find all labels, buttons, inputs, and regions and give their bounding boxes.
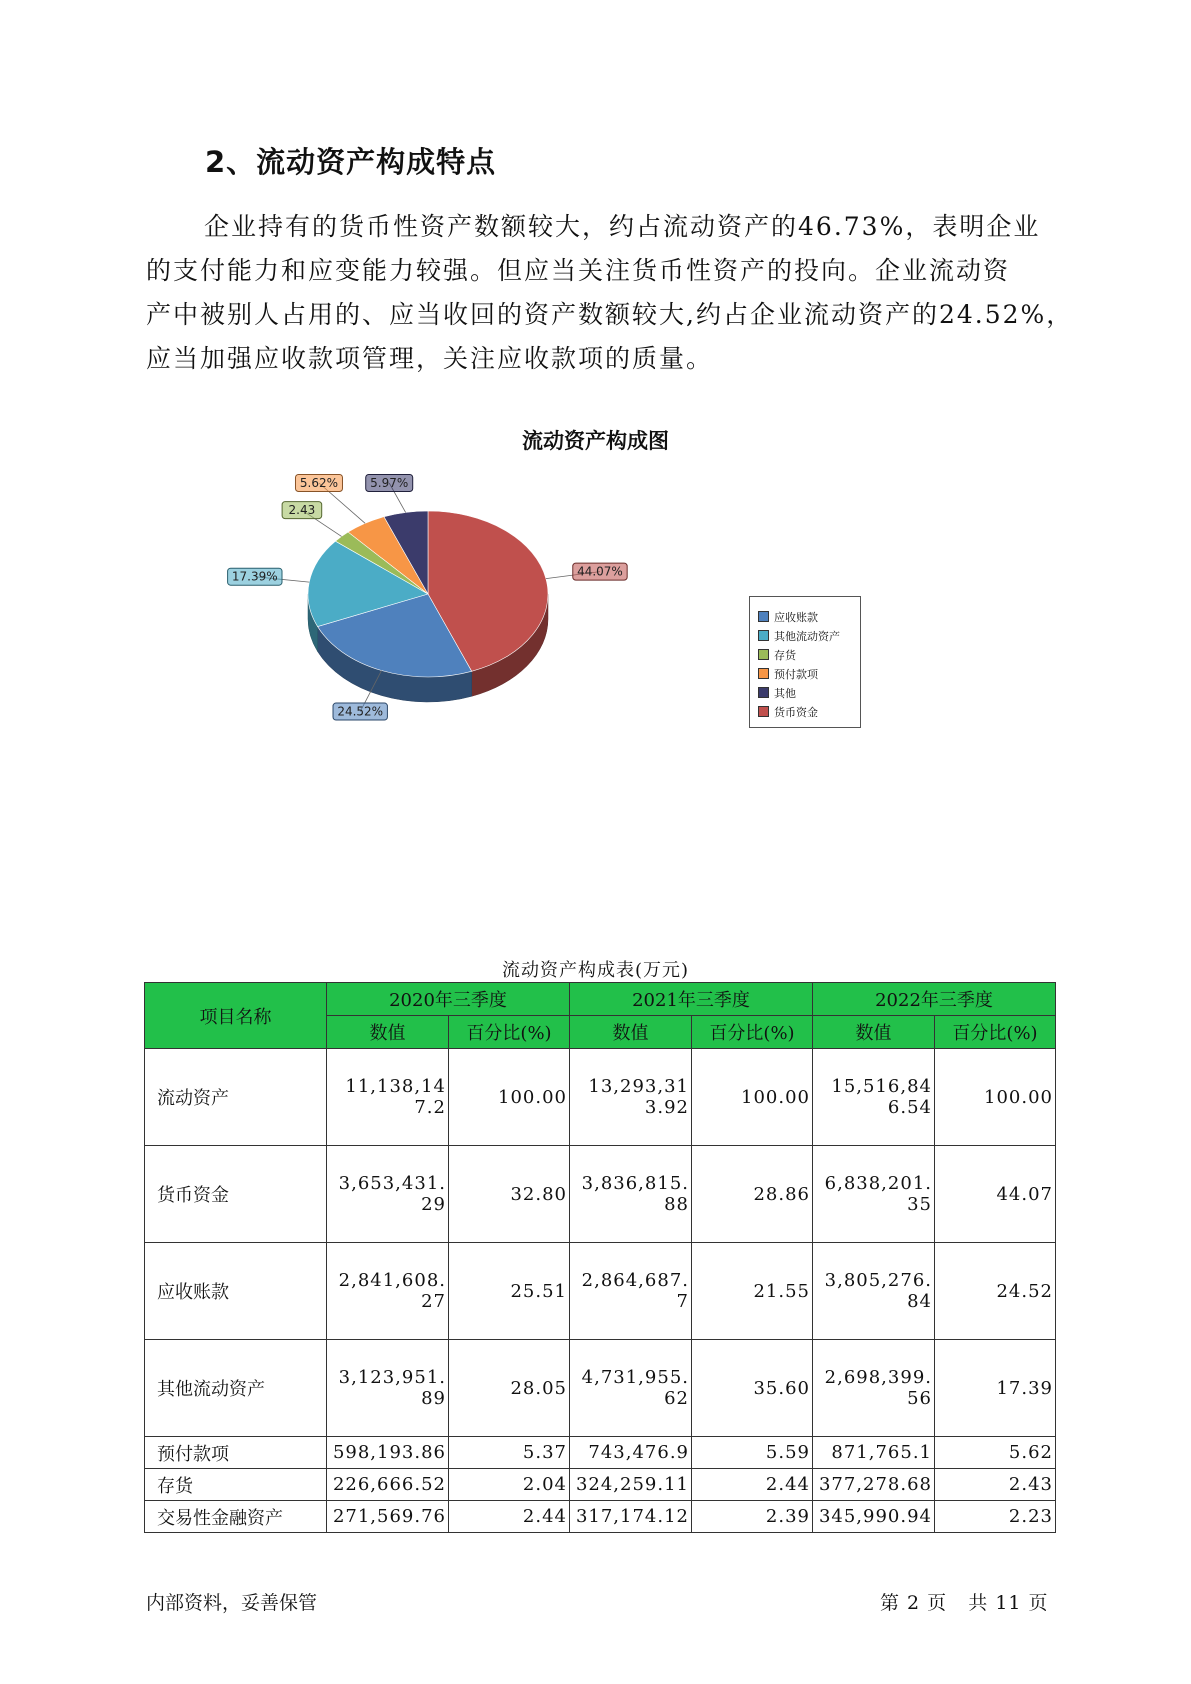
row-name: 流动资产	[145, 1049, 327, 1146]
percent-cell: 2.23	[935, 1501, 1056, 1533]
header-percent: 百分比(%)	[449, 1016, 570, 1049]
value-cell: 598,193.86	[327, 1437, 449, 1469]
percent-cell: 44.07	[935, 1146, 1056, 1243]
percent-cell: 17.39	[935, 1340, 1056, 1437]
table-row	[145, 1340, 1056, 1437]
pie-chart	[0, 0, 1191, 780]
value-cell: 3,123,951.89	[327, 1340, 449, 1437]
callout-label: 5.97%	[370, 476, 409, 490]
percent-cell: 24.52	[935, 1243, 1056, 1340]
value-cell: 2,864,687.7	[570, 1243, 692, 1340]
value-cell: 324,259.11	[570, 1469, 692, 1501]
footer-note: 内部资料，妥善保管	[146, 1592, 318, 1614]
callout-label: 24.52%	[337, 704, 384, 719]
table-row	[145, 1437, 1056, 1469]
paragraph-line: 的支付能力和应变能力较强。但应当关注货币性资产的投向。企业流动资	[146, 256, 1011, 285]
header-period: 2022年三季度	[813, 983, 1056, 1016]
page-number: 第 2 页 共 11 页	[880, 1592, 1049, 1614]
row-name: 其他流动资产	[145, 1340, 327, 1437]
percent-cell: 35.60	[692, 1340, 813, 1437]
section-heading: 2、流动资产构成特点	[205, 145, 497, 179]
percent-cell: 5.37	[449, 1437, 570, 1469]
legend-item	[750, 702, 860, 721]
row-name: 预付款项	[145, 1437, 327, 1469]
slice-callout	[282, 502, 341, 537]
row-name: 存货	[145, 1469, 327, 1501]
legend-item	[750, 683, 860, 702]
callout-label: 5.62%	[299, 476, 339, 490]
legend-swatch	[758, 611, 769, 622]
value-cell: 226,666.52	[327, 1469, 449, 1501]
header-item-name: 项目名称	[145, 983, 327, 1049]
value-cell: 743,476.9	[570, 1437, 692, 1469]
legend-item	[750, 645, 860, 664]
legend-swatch	[758, 687, 769, 698]
legend-label: 存货	[774, 648, 796, 662]
table-row	[145, 1501, 1056, 1533]
percent-cell: 5.62	[935, 1437, 1056, 1469]
legend-label: 应收账款	[774, 610, 818, 624]
slice-callout	[546, 563, 627, 580]
value-cell: 4,731,955.62	[570, 1340, 692, 1437]
value-cell: 3,805,276.84	[813, 1243, 935, 1340]
header-period: 2020年三季度	[327, 983, 570, 1016]
legend-item	[750, 664, 860, 683]
legend-item	[750, 626, 860, 645]
value-cell: 6,838,201.35	[813, 1146, 935, 1243]
legend-label: 货币资金	[774, 705, 818, 719]
value-cell: 317,174.12	[570, 1501, 692, 1533]
percent-cell: 25.51	[449, 1243, 570, 1340]
value-cell: 2,698,399.56	[813, 1340, 935, 1437]
percent-cell: 2.44	[449, 1501, 570, 1533]
percent-cell: 2.04	[449, 1469, 570, 1501]
row-name: 交易性金融资产	[145, 1501, 327, 1533]
value-cell: 13,293,313.92	[570, 1049, 692, 1146]
value-cell: 15,516,846.54	[813, 1049, 935, 1146]
slice-callout	[366, 475, 413, 513]
paragraph-line: 产中被别人占用的、应当收回的资产数额较大,约占企业流动资产的24.52%，	[146, 300, 1074, 329]
legend-label: 其他流动资产	[774, 629, 840, 643]
row-name: 应收账款	[145, 1243, 327, 1340]
percent-cell: 2.39	[692, 1501, 813, 1533]
callout-label: 17.39%	[231, 569, 278, 584]
header-value: 数值	[327, 1016, 449, 1049]
chart-title: 流动资产构成图	[522, 429, 669, 453]
header-percent: 百分比(%)	[935, 1016, 1056, 1049]
value-cell: 11,138,147.2	[327, 1049, 449, 1146]
value-cell: 3,836,815.88	[570, 1146, 692, 1243]
percent-cell: 28.86	[692, 1146, 813, 1243]
percent-cell: 2.44	[692, 1469, 813, 1501]
table-row	[145, 1146, 1056, 1243]
legend-label: 其他	[774, 686, 796, 700]
header-value: 数值	[570, 1016, 692, 1049]
chart-legend	[749, 596, 861, 728]
percent-cell: 28.05	[449, 1340, 570, 1437]
legend-swatch	[758, 630, 769, 641]
legend-swatch	[758, 649, 769, 660]
value-cell: 377,278.68	[813, 1469, 935, 1501]
value-cell: 3,653,431.29	[327, 1146, 449, 1243]
percent-cell: 100.00	[935, 1049, 1056, 1146]
header-value: 数值	[813, 1016, 935, 1049]
table-row	[145, 1049, 1056, 1146]
callout-label: 2.43	[288, 503, 316, 518]
table-row	[145, 1243, 1056, 1340]
value-cell: 345,990.94	[813, 1501, 935, 1533]
legend-swatch	[758, 706, 769, 717]
callout-label: 44.07%	[577, 564, 623, 579]
percent-cell: 100.00	[692, 1049, 813, 1146]
slice-callout	[228, 568, 310, 585]
value-cell: 2,841,608.27	[327, 1243, 449, 1340]
table-row	[145, 1469, 1056, 1501]
row-name: 货币资金	[145, 1146, 327, 1243]
value-cell: 871,765.1	[813, 1437, 935, 1469]
percent-cell: 5.59	[692, 1437, 813, 1469]
value-cell: 271,569.76	[327, 1501, 449, 1533]
table-caption: 流动资产构成表(万元)	[501, 960, 690, 981]
legend-label: 预付款项	[774, 667, 818, 681]
header-period: 2021年三季度	[570, 983, 813, 1016]
current-assets-table	[144, 982, 1056, 1533]
header-percent: 百分比(%)	[692, 1016, 813, 1049]
paragraph-line: 企业持有的货币性资产数额较大，约占流动资产的46.73%，表明企业	[204, 212, 1041, 241]
percent-cell: 21.55	[692, 1243, 813, 1340]
legend-swatch	[758, 668, 769, 679]
legend-item	[750, 607, 860, 626]
percent-cell: 32.80	[449, 1146, 570, 1243]
paragraph-line: 应当加强应收款项管理，关注应收款项的质量。	[146, 344, 714, 373]
percent-cell: 2.43	[935, 1469, 1056, 1501]
percent-cell: 100.00	[449, 1049, 570, 1146]
